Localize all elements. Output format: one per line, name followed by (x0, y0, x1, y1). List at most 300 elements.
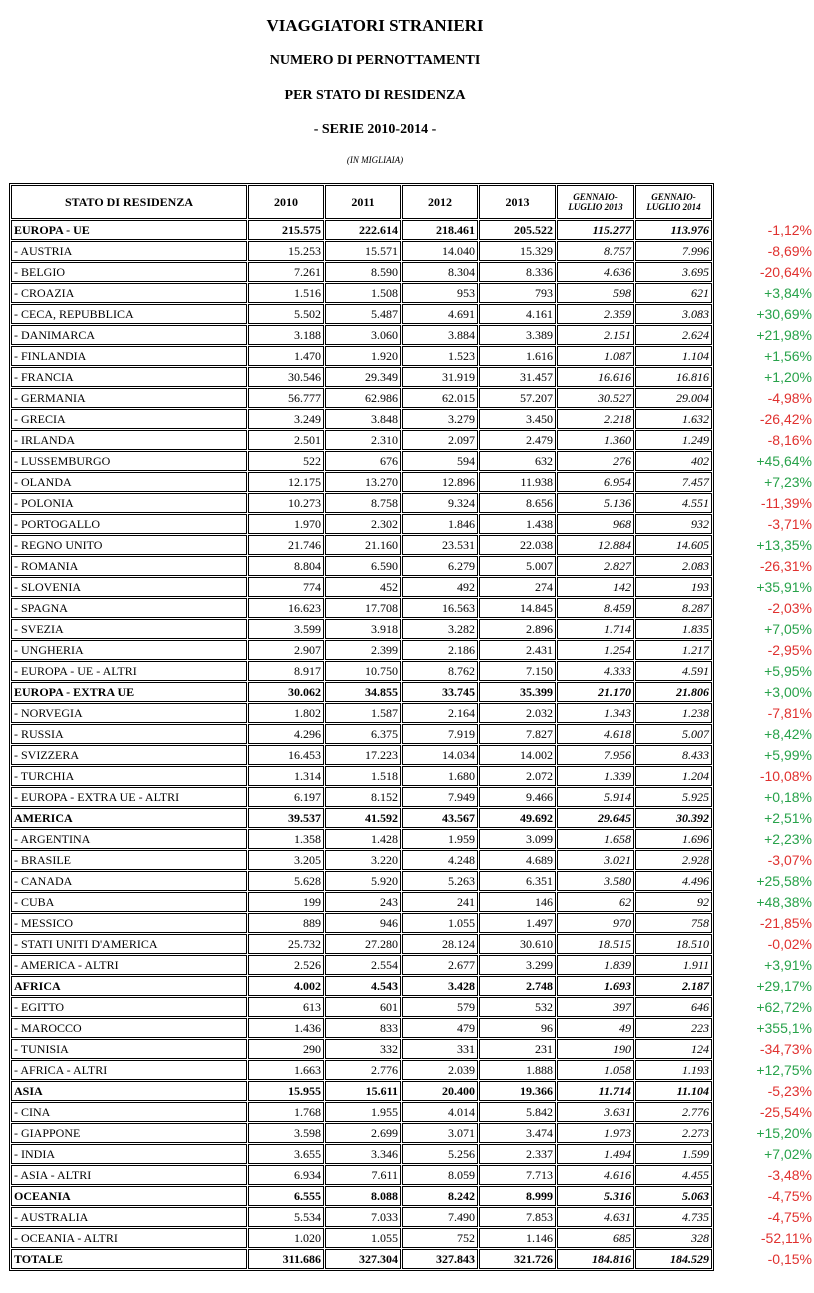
cell-value: 4.691 (402, 304, 478, 324)
cell-value: 1.494 (557, 1144, 634, 1164)
row-label: EUROPA - EXTRA UE (11, 682, 247, 702)
cell-value: 14.002 (479, 745, 556, 765)
row-label: - MAROCCO (11, 1018, 247, 1038)
cell-value: 3.205 (248, 850, 324, 870)
cell-value: 29.645 (557, 808, 634, 828)
row-label: - GRECIA (11, 409, 247, 429)
cell-value: 6.934 (248, 1165, 324, 1185)
row-label: - EUROPA - UE - ALTRI (11, 661, 247, 681)
cell-value: 968 (557, 514, 634, 534)
table-row (11, 745, 712, 765)
cell-value: 8.762 (402, 661, 478, 681)
cell-value: 1.835 (635, 619, 712, 639)
cell-value: 758 (635, 913, 712, 933)
cell-value: 1.343 (557, 703, 634, 723)
cell-value: 16.623 (248, 598, 324, 618)
cell-value: 2.097 (402, 430, 478, 450)
cell-value: 30.392 (635, 808, 712, 828)
cell-value: 146 (479, 892, 556, 912)
row-label: - RUSSIA (11, 724, 247, 744)
cell-value: 190 (557, 1039, 634, 1059)
header-gen-lug-2013: GENNAIO-LUGLIO 2013 (557, 185, 634, 219)
variation-percent: +8,42% (764, 726, 812, 742)
variation-percent: -0,15% (767, 1251, 812, 1267)
cell-value: 2.776 (325, 1060, 401, 1080)
cell-value: 5.256 (402, 1144, 478, 1164)
variation-percent: +355,1% (756, 1020, 812, 1036)
table-row (11, 1228, 712, 1248)
row-label: - TUNISIA (11, 1039, 247, 1059)
cell-value: 2.479 (479, 430, 556, 450)
cell-value: 621 (635, 283, 712, 303)
cell-value: 35.399 (479, 682, 556, 702)
cell-value: 3.282 (402, 619, 478, 639)
cell-value: 5.263 (402, 871, 478, 891)
row-label: - IRLANDA (11, 430, 247, 450)
cell-value: 4.248 (402, 850, 478, 870)
cell-value: 2.032 (479, 703, 556, 723)
table-row (11, 913, 712, 933)
cell-value: 5.007 (479, 556, 556, 576)
cell-value: 215.575 (248, 220, 324, 240)
cell-value: 2.554 (325, 955, 401, 975)
row-label: - FRANCIA (11, 367, 247, 387)
subtitle-serie: - SERIE 2010-2014 - (313, 122, 437, 137)
cell-value: 5.628 (248, 871, 324, 891)
table-row (11, 682, 712, 702)
table-row (11, 1018, 712, 1038)
cell-value: 16.453 (248, 745, 324, 765)
cell-value: 3.249 (248, 409, 324, 429)
cell-value: 5.063 (635, 1186, 712, 1206)
header-2013: 2013 (479, 185, 556, 219)
variation-percent: +3,91% (764, 957, 812, 973)
cell-value: 5.925 (635, 787, 712, 807)
row-label: - CUBA (11, 892, 247, 912)
cell-value: 16.563 (402, 598, 478, 618)
cell-value: 1.693 (557, 976, 634, 996)
cell-value: 8.999 (479, 1186, 556, 1206)
cell-value: 3.299 (479, 955, 556, 975)
table-row (11, 1207, 712, 1227)
cell-value: 57.207 (479, 388, 556, 408)
cell-value: 327.843 (402, 1249, 478, 1269)
cell-value: 2.526 (248, 955, 324, 975)
subtitle-pernottamenti: NUMERO DI PERNOTTAMENTI (269, 53, 481, 68)
cell-value: 4.616 (557, 1165, 634, 1185)
cell-value: 5.316 (557, 1186, 634, 1206)
cell-value: 3.474 (479, 1123, 556, 1143)
variation-percent: +1,20% (764, 369, 812, 385)
cell-value: 1.680 (402, 766, 478, 786)
table-row (11, 325, 712, 345)
cell-value: 7.261 (248, 262, 324, 282)
cell-value: 4.455 (635, 1165, 712, 1185)
cell-value: 2.501 (248, 430, 324, 450)
variation-percent: +7,23% (764, 474, 812, 490)
variation-percent: +7,05% (764, 621, 812, 637)
cell-value: 3.188 (248, 325, 324, 345)
cell-value: 833 (325, 1018, 401, 1038)
cell-value: 14.034 (402, 745, 478, 765)
cell-value: 4.002 (248, 976, 324, 996)
cell-value: 142 (557, 577, 634, 597)
cell-value: 7.919 (402, 724, 478, 744)
unit-note: (IN MIGLIAIA) (346, 155, 404, 165)
cell-value: 113.976 (635, 220, 712, 240)
cell-value: 6.279 (402, 556, 478, 576)
cell-value: 1.663 (248, 1060, 324, 1080)
cell-value: 276 (557, 451, 634, 471)
cell-value: 2.273 (635, 1123, 712, 1143)
row-label: - ARGENTINA (11, 829, 247, 849)
variation-percent: -21,85% (759, 915, 812, 931)
cell-value: 9.324 (402, 493, 478, 513)
table-row (11, 1165, 712, 1185)
cell-value: 1.970 (248, 514, 324, 534)
table-row (11, 892, 712, 912)
cell-value: 331 (402, 1039, 478, 1059)
cell-value: 17.223 (325, 745, 401, 765)
cell-value: 11.714 (557, 1081, 634, 1101)
row-label: TOTALE (11, 1249, 247, 1269)
cell-value: 1.020 (248, 1228, 324, 1248)
variation-percent: +30,69% (756, 306, 812, 322)
table-row (11, 304, 712, 324)
cell-value: 1.518 (325, 766, 401, 786)
cell-value: 218.461 (402, 220, 478, 240)
cell-value: 21.170 (557, 682, 634, 702)
variation-percent: +0,18% (764, 789, 812, 805)
table-row (11, 703, 712, 723)
row-label: - BELGIO (11, 262, 247, 282)
cell-value: 1.058 (557, 1060, 634, 1080)
cell-value: 4.631 (557, 1207, 634, 1227)
cell-value: 970 (557, 913, 634, 933)
cell-value: 29.004 (635, 388, 712, 408)
cell-value: 1.055 (325, 1228, 401, 1248)
row-label: - ROMANIA (11, 556, 247, 576)
cell-value: 1.696 (635, 829, 712, 849)
cell-value: 184.529 (635, 1249, 712, 1269)
variation-percent: -4,75% (767, 1188, 812, 1204)
cell-value: 2.827 (557, 556, 634, 576)
cell-value: 18.515 (557, 934, 634, 954)
cell-value: 2.337 (479, 1144, 556, 1164)
cell-value: 1.616 (479, 346, 556, 366)
header-2011: 2011 (325, 185, 401, 219)
cell-value: 646 (635, 997, 712, 1017)
variation-percent: -8,16% (767, 432, 812, 448)
variation-percent: -3,07% (767, 852, 812, 868)
row-label: - OCEANIA - ALTRI (11, 1228, 247, 1248)
cell-value: 8.590 (325, 262, 401, 282)
cell-value: 1.587 (325, 703, 401, 723)
cell-value: 19.366 (479, 1081, 556, 1101)
cell-value: 946 (325, 913, 401, 933)
variation-percent: +25,58% (756, 873, 812, 889)
table-row (11, 388, 712, 408)
cell-value: 23.531 (402, 535, 478, 555)
variation-percent: +2,51% (764, 810, 812, 826)
cell-value: 4.636 (557, 262, 634, 282)
variation-percent: +29,17% (756, 978, 812, 994)
cell-value: 8.917 (248, 661, 324, 681)
cell-value: 5.842 (479, 1102, 556, 1122)
cell-value: 3.389 (479, 325, 556, 345)
cell-value: 274 (479, 577, 556, 597)
variation-percent: +12,75% (756, 1062, 812, 1078)
cell-value: 8.088 (325, 1186, 401, 1206)
variation-percent: -0,02% (767, 936, 812, 952)
cell-value: 1.314 (248, 766, 324, 786)
header-2012: 2012 (402, 185, 478, 219)
table-row (11, 220, 712, 240)
cell-value: 243 (325, 892, 401, 912)
cell-value: 2.151 (557, 325, 634, 345)
page-title: VIAGGIATORI STRANIERI (266, 16, 484, 35)
cell-value: 1.104 (635, 346, 712, 366)
cell-value: 1.254 (557, 640, 634, 660)
cell-value: 4.014 (402, 1102, 478, 1122)
cell-value: 2.896 (479, 619, 556, 639)
table-row (11, 346, 712, 366)
table-row (11, 808, 712, 828)
cell-value: 532 (479, 997, 556, 1017)
table-row (11, 1123, 712, 1143)
row-label: ASIA (11, 1081, 247, 1101)
table-row (11, 409, 712, 429)
table-row (11, 451, 712, 471)
cell-value: 12.175 (248, 472, 324, 492)
cell-value: 774 (248, 577, 324, 597)
cell-value: 1.632 (635, 409, 712, 429)
cell-value: 632 (479, 451, 556, 471)
cell-value: 1.839 (557, 955, 634, 975)
table-row (11, 1102, 712, 1122)
cell-value: 7.827 (479, 724, 556, 744)
row-label: - CECA, REPUBBLICA (11, 304, 247, 324)
cell-value: 9.466 (479, 787, 556, 807)
cell-value: 2.431 (479, 640, 556, 660)
cell-value: 7.713 (479, 1165, 556, 1185)
variation-percent: -26,42% (759, 411, 812, 427)
cell-value: 1.428 (325, 829, 401, 849)
row-label: - GIAPPONE (11, 1123, 247, 1143)
cell-value: 1.955 (325, 1102, 401, 1122)
cell-value: 1.438 (479, 514, 556, 534)
cell-value: 2.677 (402, 955, 478, 975)
variation-percent: +13,35% (756, 537, 812, 553)
cell-value: 3.279 (402, 409, 478, 429)
cell-value: 4.296 (248, 724, 324, 744)
variation-percent: +21,98% (756, 327, 812, 343)
cell-value: 8.336 (479, 262, 556, 282)
cell-value: 21.160 (325, 535, 401, 555)
variation-percent: -20,64% (759, 264, 812, 280)
cell-value: 1.193 (635, 1060, 712, 1080)
table-row (11, 955, 712, 975)
cell-value: 16.616 (557, 367, 634, 387)
row-label: AMERICA (11, 808, 247, 828)
cell-value: 3.060 (325, 325, 401, 345)
cell-value: 4.689 (479, 850, 556, 870)
cell-value: 452 (325, 577, 401, 597)
cell-value: 1.516 (248, 283, 324, 303)
row-label: - SLOVENIA (11, 577, 247, 597)
cell-value: 613 (248, 997, 324, 1017)
cell-value: 889 (248, 913, 324, 933)
cell-value: 1.055 (402, 913, 478, 933)
row-label: - ASIA - ALTRI (11, 1165, 247, 1185)
cell-value: 2.699 (325, 1123, 401, 1143)
cell-value: 1.973 (557, 1123, 634, 1143)
cell-value: 3.428 (402, 976, 478, 996)
table-row (11, 262, 712, 282)
row-label: - INDIA (11, 1144, 247, 1164)
cell-value: 56.777 (248, 388, 324, 408)
cell-value: 223 (635, 1018, 712, 1038)
cell-value: 290 (248, 1039, 324, 1059)
cell-value: 20.400 (402, 1081, 478, 1101)
table-row (11, 430, 712, 450)
cell-value: 2.399 (325, 640, 401, 660)
row-label: - CINA (11, 1102, 247, 1122)
cell-value: 3.631 (557, 1102, 634, 1122)
cell-value: 1.217 (635, 640, 712, 660)
cell-value: 49.692 (479, 808, 556, 828)
cell-value: 479 (402, 1018, 478, 1038)
cell-value: 2.359 (557, 304, 634, 324)
cell-value: 10.750 (325, 661, 401, 681)
table-row (11, 472, 712, 492)
table-row (11, 766, 712, 786)
cell-value: 8.459 (557, 598, 634, 618)
cell-value: 1.339 (557, 766, 634, 786)
cell-value: 676 (325, 451, 401, 471)
table-row (11, 619, 712, 639)
cell-value: 22.038 (479, 535, 556, 555)
variation-percent: -3,71% (767, 516, 812, 532)
cell-value: 1.360 (557, 430, 634, 450)
cell-value: 8.059 (402, 1165, 478, 1185)
cell-value: 4.591 (635, 661, 712, 681)
cell-value: 25.732 (248, 934, 324, 954)
cell-value: 13.270 (325, 472, 401, 492)
cell-value: 2.039 (402, 1060, 478, 1080)
cell-value: 1.802 (248, 703, 324, 723)
cell-value: 5.502 (248, 304, 324, 324)
cell-value: 2.083 (635, 556, 712, 576)
cell-value: 1.658 (557, 829, 634, 849)
cell-value: 3.021 (557, 850, 634, 870)
variation-percent: +15,20% (756, 1125, 812, 1141)
cell-value: 1.768 (248, 1102, 324, 1122)
cell-value: 115.277 (557, 220, 634, 240)
table-row (11, 1081, 712, 1101)
cell-value: 8.804 (248, 556, 324, 576)
cell-value: 5.136 (557, 493, 634, 513)
cell-value: 4.551 (635, 493, 712, 513)
row-label: - NORVEGIA (11, 703, 247, 723)
variation-percent: -11,39% (760, 495, 812, 511)
row-label: - LUSSEMBURGO (11, 451, 247, 471)
table-row (11, 493, 712, 513)
cell-value: 752 (402, 1228, 478, 1248)
cell-value: 522 (248, 451, 324, 471)
cell-value: 31.919 (402, 367, 478, 387)
cell-value: 3.099 (479, 829, 556, 849)
table-row (11, 661, 712, 681)
row-label: - GERMANIA (11, 388, 247, 408)
table-row (11, 640, 712, 660)
cell-value: 1.087 (557, 346, 634, 366)
cell-value: 1.249 (635, 430, 712, 450)
cell-value: 1.920 (325, 346, 401, 366)
cell-value: 7.996 (635, 241, 712, 261)
variation-percent: +62,72% (756, 999, 812, 1015)
cell-value: 5.487 (325, 304, 401, 324)
cell-value: 8.242 (402, 1186, 478, 1206)
table-row (11, 1060, 712, 1080)
cell-value: 6.197 (248, 787, 324, 807)
cell-value: 33.745 (402, 682, 478, 702)
row-label: AFRICA (11, 976, 247, 996)
row-label: - CANADA (11, 871, 247, 891)
cell-value: 3.884 (402, 325, 478, 345)
cell-value: 2.072 (479, 766, 556, 786)
row-label: - FINLANDIA (11, 346, 247, 366)
table-row (11, 934, 712, 954)
cell-value: 2.187 (635, 976, 712, 996)
cell-value: 3.450 (479, 409, 556, 429)
cell-value: 1.238 (635, 703, 712, 723)
cell-value: 184.816 (557, 1249, 634, 1269)
variation-percent: -2,03% (767, 600, 812, 616)
row-label: - UNGHERIA (11, 640, 247, 660)
cell-value: 3.655 (248, 1144, 324, 1164)
cell-value: 11.104 (635, 1081, 712, 1101)
cell-value: 14.845 (479, 598, 556, 618)
cell-value: 28.124 (402, 934, 478, 954)
variation-percent: +3,00% (764, 684, 812, 700)
row-label: - STATI UNITI D'AMERICA (11, 934, 247, 954)
cell-value: 34.855 (325, 682, 401, 702)
row-label: - EUROPA - EXTRA UE - ALTRI (11, 787, 247, 807)
table-row (11, 829, 712, 849)
cell-value: 8.758 (325, 493, 401, 513)
subtitle-stato-residenza: PER STATO DI RESIDENZA (284, 88, 466, 103)
cell-value: 1.497 (479, 913, 556, 933)
cell-value: 1.959 (402, 829, 478, 849)
row-label: - AUSTRIA (11, 241, 247, 261)
table-row (11, 1039, 712, 1059)
cell-value: 2.624 (635, 325, 712, 345)
row-label: - REGNO UNITO (11, 535, 247, 555)
cell-value: 10.273 (248, 493, 324, 513)
row-label: - PORTOGALLO (11, 514, 247, 534)
cell-value: 1.358 (248, 829, 324, 849)
table-header-row (11, 185, 712, 219)
cell-value: 1.911 (635, 955, 712, 975)
cell-value: 15.611 (325, 1081, 401, 1101)
variation-percent: -1,12% (767, 222, 812, 238)
cell-value: 4.618 (557, 724, 634, 744)
cell-value: 8.152 (325, 787, 401, 807)
cell-value: 397 (557, 997, 634, 1017)
table-row (11, 367, 712, 387)
cell-value: 31.457 (479, 367, 556, 387)
